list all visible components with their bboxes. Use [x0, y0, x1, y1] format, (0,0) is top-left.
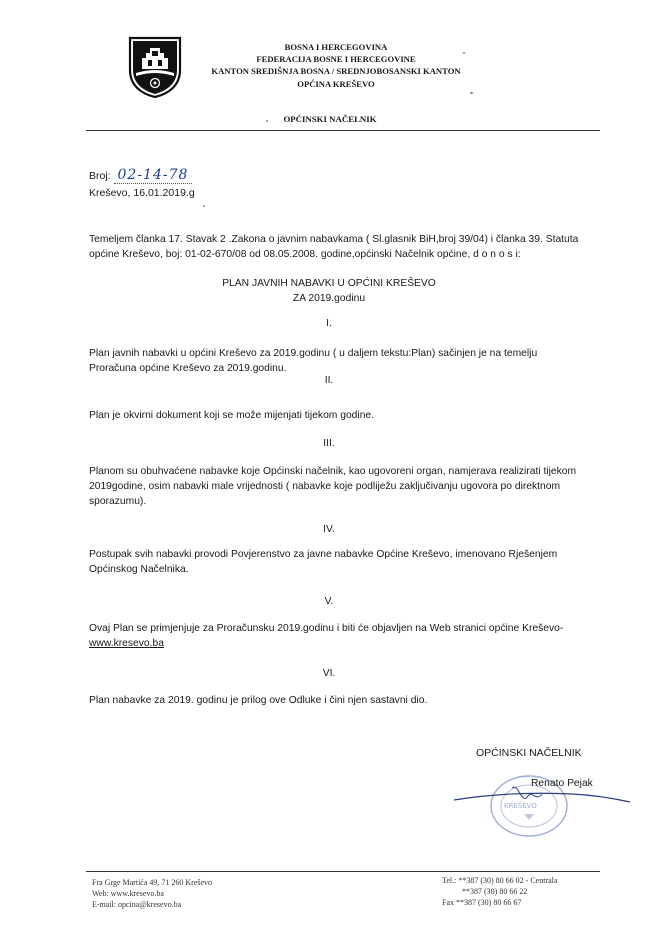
section-paragraph — [89, 693, 589, 708]
scan-speck — [463, 52, 465, 54]
office-title: OPĆINSKI NAČELNIK — [283, 114, 377, 124]
section-numeral: I. — [326, 318, 332, 329]
footer-contact-address — [92, 877, 292, 910]
footer-divider — [86, 871, 600, 872]
paragraph-line: Proračuna općine Kreševo za 2019.godinu. — [89, 363, 287, 374]
section-numeral: VI. — [322, 668, 336, 679]
paragraph-line: Ovaj Plan se primjenjuje za Proračunsku 2019.godinu i biti će objavljen na Web stranici općine Kreševo- — [89, 623, 564, 634]
paragraph-line: 2019godine, osim nabavki male vrijednosti ( nabavke koje podliježu zaključivanju ugovora po direktnom — [89, 481, 561, 492]
document-title-line1: PLAN JAVNIH NABAVKI U OPĆINI KREŠEVO — [222, 278, 436, 289]
header-divider — [86, 130, 600, 131]
signatory-name: Renato Pejak — [531, 778, 593, 789]
document-title-line2: ZA 2019.godinu — [292, 293, 366, 304]
header-canton: KANTON SREDIŠNJA BOSNA / SREDNJOBOSANSKI KANTON — [211, 66, 461, 77]
scan-speck — [266, 120, 268, 122]
footer-tel-central: Tel.: **387 (30) 80 66 02 - Centrala — [442, 876, 558, 885]
section-numeral: V. — [324, 596, 334, 607]
scan-speck — [203, 205, 205, 207]
section-numeral: III. — [323, 438, 335, 449]
header-country: BOSNA I HERCEGOVINA — [284, 42, 388, 52]
reference-place-date: Kreševo, 16.01.2019.g — [89, 187, 195, 199]
footer-contact-phone — [442, 875, 602, 908]
footer-tel-second: **387 (30) 80 66 22 — [462, 887, 528, 896]
signature-title: OPĆINSKI NAČELNIK — [476, 747, 582, 759]
website-link[interactable]: www.kresevo.ba — [89, 638, 164, 649]
paragraph-line: sporazumu). — [89, 496, 147, 507]
intro-line: Temeljem članka 17. Stavak 2 .Zakona o javnim nabavkama ( Sl.glasnik BiH,broj 39/04) i članka 39. Statuta — [89, 234, 579, 245]
section-paragraph — [89, 346, 589, 376]
paragraph-line: Postupak svih nabavki provodi Povjerenstvo za javne nabavke Općine Kreševo, imenovano Rješenjem — [89, 549, 558, 560]
document-title — [89, 276, 569, 306]
paragraph-line: Plan nabavke za 2019. godinu je prilog ove Odluke i čini njen sastavni dio. — [89, 695, 428, 706]
header-block — [196, 41, 476, 90]
reference-number-label: Broj: — [89, 170, 111, 182]
section-numeral: IV. — [323, 524, 335, 535]
paragraph-line: Planom su obuhvaćene nabavke koje Općinski načelnik, kao ugovoreni organ, namjerava realizirati tijekom — [89, 466, 577, 477]
paragraph-line: Općinskog Načelnika. — [89, 564, 189, 575]
footer-address: Fra Grge Martića 49, 71 260 Kreševo — [92, 878, 213, 887]
section-paragraph — [89, 464, 589, 509]
section-numeral: II. — [324, 375, 334, 386]
header-municipality: OPĆINA KREŠEVO — [297, 78, 375, 89]
paragraph-line: Plan javnih nabavki u općini Kreševo za 2019.godinu ( u daljem tekstu:Plan) sačinjen je na temelju — [89, 348, 538, 359]
footer-fax: Fax **387 (30) 80 66 67 — [442, 898, 522, 907]
header-federation: FEDERACIJA BOSNE I HERCEGOVINE — [256, 54, 416, 65]
scan-speck — [470, 92, 473, 94]
intro-line: općine Kreševo, boj: 01-02-670/08 od 08.05.2008. godine,općinski Načelnik općine, d o n o s i: — [89, 249, 521, 260]
section-paragraph — [89, 621, 589, 651]
footer-web: Web: www.kresevo.ba — [92, 889, 164, 898]
stamp-text: KREŠEVO — [504, 802, 537, 810]
section-paragraph — [89, 547, 589, 577]
municipality-crest-icon — [128, 36, 182, 98]
reference-number-handwritten: 02-14-78 — [114, 167, 193, 184]
footer-email: E-mail: opcina@kresevo.ba — [92, 900, 182, 909]
intro-paragraph — [89, 232, 589, 262]
reference-number — [89, 167, 192, 183]
section-paragraph — [89, 408, 589, 423]
paragraph-line: Plan je okvirni dokument koji se može mijenjati tijekom godine. — [89, 410, 375, 421]
